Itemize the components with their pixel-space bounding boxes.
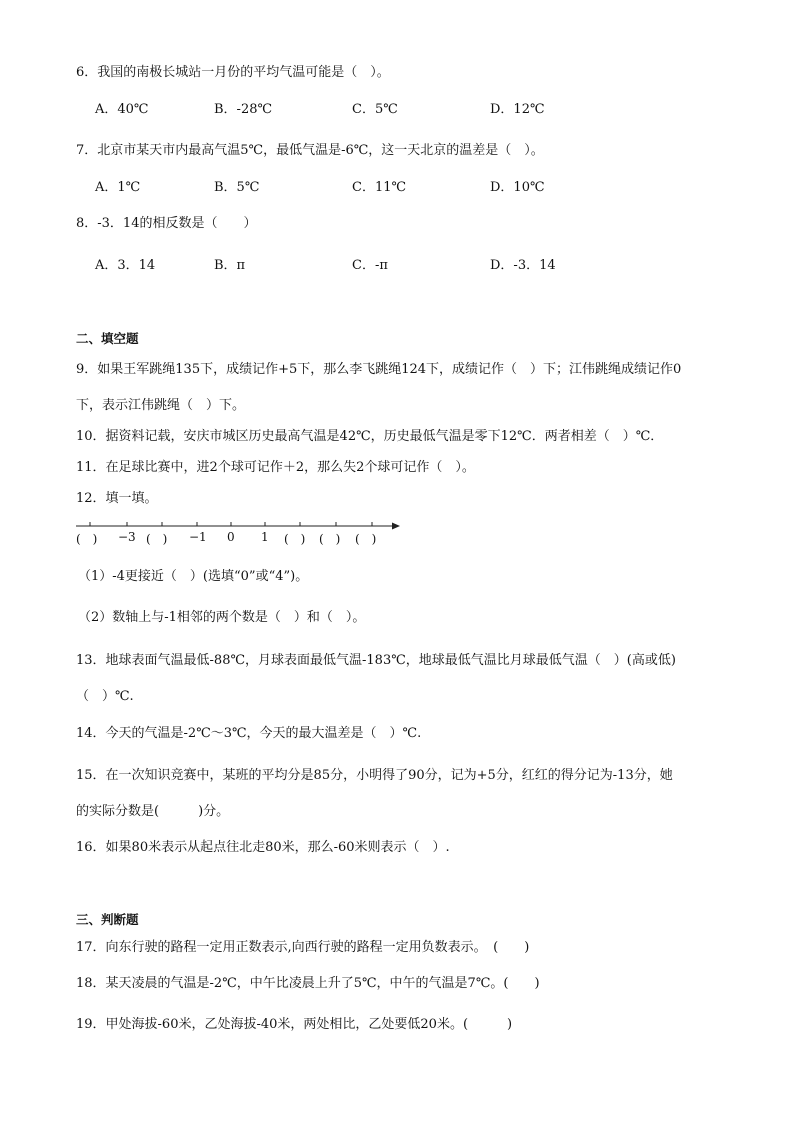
question-7-option-d: D．10℃ [490,180,545,195]
question-8-option-c: C．-π [352,258,388,273]
question-7-option-b: B．5℃ [214,180,260,195]
question-14-stem: 14．今天的气温是-2℃～3℃，今天的最大温差是（ ）℃. [76,726,422,741]
question-12-stem: 12．填一填。 [76,491,158,506]
number-line-label: 0 [227,530,235,544]
section-2-title: 二、填空题 [76,331,139,346]
question-6-option-c: C．5℃ [352,102,398,117]
question-7-stem: 7．北京市某天市内最高气温5℃，最低气温是-6℃，这一天北京的温差是（ ）。 [76,143,544,158]
question-13-line-2: （ ）℃. [76,689,134,704]
question-11-stem: 11．在足球比赛中，进2个球可记作＋2，那么失2个球可记作（ ）。 [76,460,475,475]
number-line-label: ( ) [76,532,98,546]
question-13-line-1: 13．地球表面气温最低-88℃，月球表面最低气温-183℃，地球最低气温比月球最低气温（ ）(高或低) [76,653,676,668]
number-line-label: ( ) [284,532,306,546]
question-12-sub-1: （1）-4更接近（ ）(选填“0”或“4”)。 [78,569,309,584]
question-15-line-2: 的实际分数是( )分。 [76,804,230,819]
number-line [76,516,406,556]
number-line-label: −3 [118,530,136,544]
question-16-stem: 16．如果80米表示从起点往北走80米，那么-60米则表示（ ）. [76,840,450,855]
question-19-stem: 19．甲处海拔-60米，乙处海拔-40米，两处相比，乙处要低20米。( ) [76,1017,513,1032]
question-12-sub-2: （2）数轴上与-1相邻的两个数是（ ）和（ ）。 [78,610,366,625]
question-9-line-2: 下，表示江伟跳绳（ ）下。 [76,398,246,413]
question-6-option-b: B．-28℃ [214,102,273,117]
question-15-line-1: 15．在一次知识竞赛中，某班的平均分是85分，小明得了90分，记为+5分，红红的得分记为-13分，她 [76,768,673,783]
section-3-title: 三、判断题 [76,912,139,927]
question-9-line-1: 9．如果王军跳绳135下，成绩记作+5下，那么李飞跳绳124下，成绩记作（ ）下；江伟跳绳成绩记作0 [76,362,682,377]
question-6-option-d: D．12℃ [490,102,545,117]
number-line-label: −1 [189,530,207,544]
question-8-option-b: B．π [214,258,246,273]
question-7-option-a: A．1℃ [95,180,141,195]
question-7-option-c: C．11℃ [352,180,407,195]
question-6-option-a: A．40℃ [95,102,149,117]
number-line-label: ( ) [355,532,377,546]
number-line-label: ( ) [319,532,341,546]
question-8-stem: 8．-3．14的相反数是（ ） [76,216,257,231]
question-17-stem: 17．向东行驶的路程一定用正数表示,向西行驶的路程一定用负数表示。 ( ) [76,940,530,955]
number-line-label: ( ) [146,532,168,546]
question-8-option-a: A．3．14 [95,258,156,273]
number-line-axis [76,516,406,530]
question-8-option-d: D．-3．14 [490,258,556,273]
question-6-stem: 6．我国的南极长城站一月份的平均气温可能是（ ）。 [76,65,390,80]
number-line-label: 1 [261,530,269,544]
question-18-stem: 18．某天凌晨的气温是-2℃，中午比凌晨上升了5℃，中午的气温是7℃。( ) [76,976,540,991]
question-10-stem: 10．据资料记载，安庆市城区历史最高气温是42℃，历史最低气温是零下12℃．两者相差（ ）℃． [76,429,664,444]
